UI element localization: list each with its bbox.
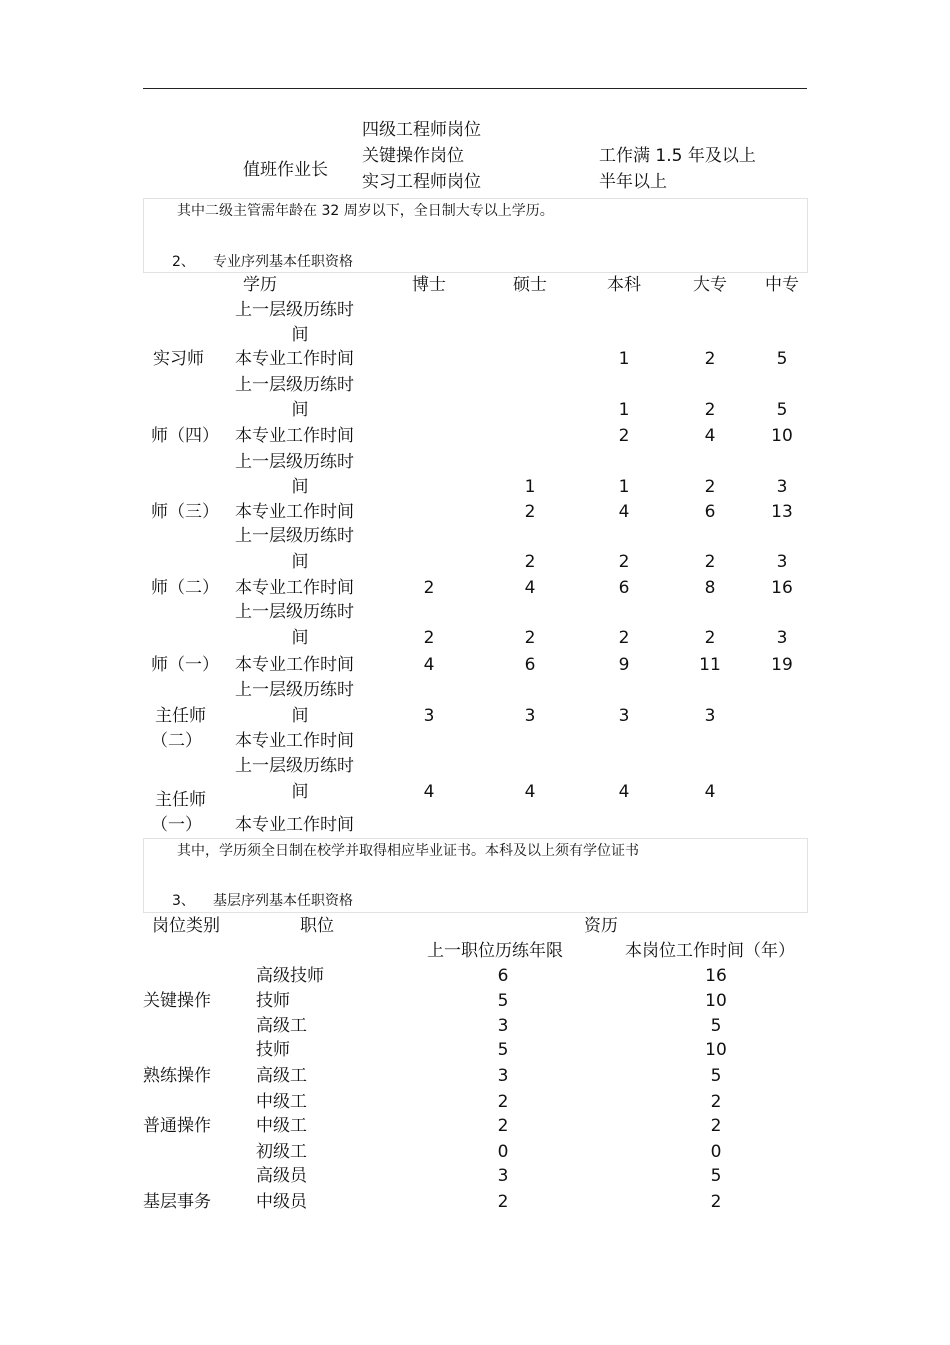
header-master: 硕士 (513, 275, 547, 295)
term-work-time: 本专业工作时间 (235, 731, 354, 751)
header-current-years: 本岗位工作时间（年） (625, 941, 795, 961)
current-years-value: 10 (705, 1040, 727, 1060)
cell-value: 2 (524, 552, 536, 572)
current-years-value: 2 (710, 1092, 722, 1112)
cell-value: 5 (776, 349, 788, 369)
cell-value: 19 (771, 655, 793, 675)
prev-years-value: 5 (497, 1040, 509, 1060)
note-age-requirement: 其中二级主管需年龄在 32 周岁以下，全日制大专以上学历。 (177, 203, 554, 219)
section-2-title: 专业序列基本任职资格 (213, 254, 353, 270)
term-prev-level-1: 上一层级历练时 (235, 602, 354, 622)
position-label: 中级工 (256, 1092, 307, 1112)
term-prev-level-2: 间 (291, 325, 309, 345)
cell-value: 3 (776, 628, 788, 648)
cell-value: 4 (524, 578, 536, 598)
prev-years-value: 2 (497, 1192, 509, 1212)
header-position-category: 岗位类别 (152, 916, 220, 936)
header-phd: 博士 (412, 275, 446, 295)
term-prev-level-1: 上一层级历练时 (235, 680, 354, 700)
rank-intern: 实习师 (153, 349, 204, 369)
position-label: 高级工 (256, 1016, 307, 1036)
position-intern-engineer: 实习工程师岗位 (362, 172, 481, 192)
term-work-time: 本专业工作时间 (235, 578, 354, 598)
cell-value: 9 (618, 655, 630, 675)
term-prev-level-1: 上一层级历练时 (235, 756, 354, 776)
cell-value: 3 (524, 706, 536, 726)
term-prev-level-2: 间 (291, 477, 309, 497)
term-prev-level-2: 间 (291, 400, 309, 420)
cell-value: 2 (704, 400, 716, 420)
current-years-value: 0 (710, 1142, 722, 1162)
term-work-time: 本专业工作时间 (235, 815, 354, 835)
position-key-operation: 关键操作岗位 (362, 146, 464, 166)
term-prev-level-2: 间 (291, 706, 309, 726)
cell-value: 2 (423, 628, 435, 648)
current-years-value: 5 (710, 1066, 722, 1086)
cell-value: 2 (423, 578, 435, 598)
cell-value: 3 (423, 706, 435, 726)
cell-value: 4 (524, 782, 536, 802)
requirement-1: 工作满 1.5 年及以上 (599, 146, 756, 166)
prev-years-value: 0 (497, 1142, 509, 1162)
prev-years-value: 2 (497, 1092, 509, 1112)
role-shift-supervisor: 值班作业长 (243, 160, 328, 180)
current-years-value: 2 (710, 1192, 722, 1212)
position-label: 中级员 (256, 1192, 307, 1212)
cell-value: 4 (704, 426, 716, 446)
header-secondary: 中专 (765, 275, 799, 295)
category-label: 普通操作 (143, 1116, 211, 1136)
header-rule (143, 88, 807, 89)
cell-value: 4 (423, 782, 435, 802)
section-3-title: 基层序列基本任职资格 (213, 893, 353, 909)
cell-value: 3 (776, 477, 788, 497)
cell-value: 2 (618, 552, 630, 572)
rank-director-1: 主任师 (155, 790, 206, 810)
header-education: 学历 (243, 275, 277, 295)
prev-years-value: 6 (497, 966, 509, 986)
header-college: 大专 (693, 275, 727, 295)
position-label: 高级技师 (256, 966, 324, 986)
position-label: 中级工 (256, 1116, 307, 1136)
header-prev-years: 上一职位历练年限 (427, 941, 563, 961)
cell-value: 8 (704, 578, 716, 598)
rank-level-1: 师（一） (151, 655, 219, 675)
cell-value: 1 (618, 400, 630, 420)
cell-value: 11 (699, 655, 721, 675)
cell-value: 1 (618, 349, 630, 369)
cell-value: 5 (776, 400, 788, 420)
position-label: 技师 (256, 991, 290, 1011)
header-bachelor: 本科 (607, 275, 641, 295)
term-prev-level-1: 上一层级历练时 (235, 526, 354, 546)
cell-value: 4 (704, 782, 716, 802)
section-3-number: 3、 (172, 893, 195, 909)
cell-value: 2 (704, 477, 716, 497)
term-work-time: 本专业工作时间 (235, 502, 354, 522)
term-work-time: 本专业工作时间 (235, 426, 354, 446)
term-work-time: 本专业工作时间 (235, 349, 354, 369)
term-prev-level-2: 间 (291, 782, 309, 802)
prev-years-value: 3 (497, 1016, 509, 1036)
cell-value: 10 (771, 426, 793, 446)
current-years-value: 10 (705, 991, 727, 1011)
cell-value: 6 (704, 502, 716, 522)
position-label: 初级工 (256, 1142, 307, 1162)
cell-value: 1 (618, 477, 630, 497)
current-years-value: 16 (705, 966, 727, 986)
rank-director-2: 主任师 (155, 706, 206, 726)
rank-director-1-sub: （一） (151, 815, 202, 835)
cell-value: 2 (704, 628, 716, 648)
cell-value: 13 (771, 502, 793, 522)
cell-value: 2 (618, 628, 630, 648)
cell-value: 2 (704, 552, 716, 572)
cell-value: 6 (618, 578, 630, 598)
section-2-number: 2、 (172, 254, 195, 270)
term-prev-level-2: 间 (291, 628, 309, 648)
cell-value: 3 (776, 552, 788, 572)
cell-value: 1 (524, 477, 536, 497)
rank-level-3: 师（三） (151, 502, 219, 522)
category-label: 基层事务 (143, 1192, 211, 1212)
term-prev-level-1: 上一层级历练时 (235, 300, 354, 320)
cell-value: 2 (524, 502, 536, 522)
term-prev-level-1: 上一层级历练时 (235, 375, 354, 395)
category-label: 关键操作 (143, 991, 211, 1011)
current-years-value: 2 (710, 1116, 722, 1136)
position-label: 高级员 (256, 1166, 307, 1186)
rank-level-2: 师（二） (151, 578, 219, 598)
cell-value: 2 (524, 628, 536, 648)
prev-years-value: 2 (497, 1116, 509, 1136)
term-prev-level-2: 间 (291, 552, 309, 572)
cell-value: 4 (423, 655, 435, 675)
cell-value: 6 (524, 655, 536, 675)
cell-value: 16 (771, 578, 793, 598)
cell-value: 3 (618, 706, 630, 726)
position-engineer-4: 四级工程师岗位 (362, 120, 481, 140)
current-years-value: 5 (710, 1166, 722, 1186)
requirement-2: 半年以上 (599, 172, 667, 192)
note-education-requirement: 其中，学历须全日制在校学并取得相应毕业证书。本科及以上须有学位证书 (177, 843, 639, 859)
term-work-time: 本专业工作时间 (235, 655, 354, 675)
rank-director-2-sub: （二） (151, 731, 202, 751)
cell-value: 2 (618, 426, 630, 446)
category-label: 熟练操作 (143, 1066, 211, 1086)
current-years-value: 5 (710, 1016, 722, 1036)
term-prev-level-1: 上一层级历练时 (235, 452, 354, 472)
prev-years-value: 3 (497, 1066, 509, 1086)
cell-value: 3 (704, 706, 716, 726)
rank-level-4: 师（四） (151, 426, 219, 446)
prev-years-value: 3 (497, 1166, 509, 1186)
header-qualification: 资历 (584, 916, 618, 936)
position-label: 高级工 (256, 1066, 307, 1086)
cell-value: 4 (618, 782, 630, 802)
position-label: 技师 (256, 1040, 290, 1060)
cell-value: 2 (704, 349, 716, 369)
header-position: 职位 (300, 916, 334, 936)
cell-value: 4 (618, 502, 630, 522)
prev-years-value: 5 (497, 991, 509, 1011)
